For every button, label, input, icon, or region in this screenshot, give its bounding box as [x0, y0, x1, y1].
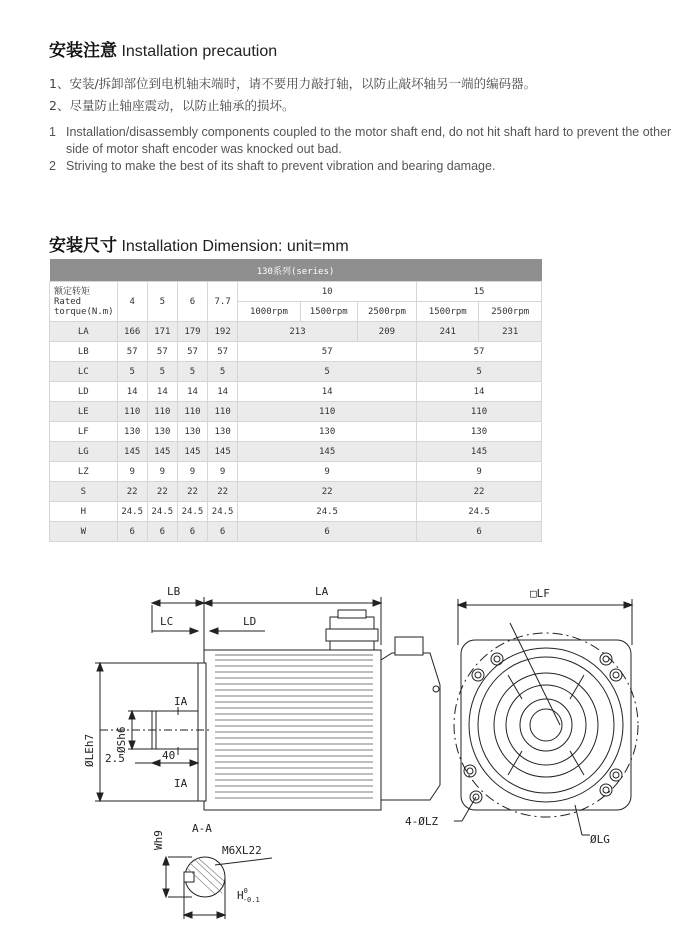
row-label: S	[50, 482, 118, 502]
label-lc: LC	[160, 615, 174, 628]
cell: 6	[147, 522, 177, 542]
cell: 213	[238, 322, 358, 342]
speed-15-1500: 1500rpm	[417, 302, 479, 322]
cell: 145	[177, 442, 207, 462]
table-row	[50, 502, 542, 522]
cell: 6	[117, 522, 147, 542]
label-lb: LB	[167, 585, 181, 598]
precaution-title-en: Installation precaution	[121, 43, 278, 60]
cell: 5	[417, 362, 542, 382]
precaution-cn-item-1: 1、安装/拆卸部位到电机轴末端时，请不要用力敲打轴，以防止敲坏轴另一端的编码器。	[49, 76, 537, 91]
label-2-5: 2.5	[105, 752, 125, 765]
cell: 145	[238, 442, 417, 462]
item-text-line1: Striving to make the best of its shaft to prevent vibration and bearing damage.	[66, 159, 496, 173]
label-aa: A-A	[192, 822, 212, 835]
row-label: LE	[50, 402, 118, 422]
precaution-cn-item-2: 2、尽量防止轴座震动，以防止轴承的损坏。	[49, 98, 295, 113]
cell: 166	[117, 322, 147, 342]
cell: 231	[479, 322, 542, 342]
cell: 9	[117, 462, 147, 482]
dimension-title-en: Installation Dimension: unit=mm	[121, 238, 349, 255]
label-os: ØSh6	[115, 726, 128, 753]
row-label: LC	[50, 362, 118, 382]
dimension-title-cn: 安装尺寸	[49, 236, 117, 256]
cell: 9	[208, 462, 238, 482]
cell: 5	[117, 362, 147, 382]
cell: 110	[417, 402, 542, 422]
speed-10-1000: 1000rpm	[238, 302, 300, 322]
cell: 22	[238, 482, 417, 502]
cell: 130	[238, 422, 417, 442]
label-ld: LD	[243, 615, 257, 628]
cell: 14	[208, 382, 238, 402]
table-row	[50, 482, 542, 502]
torque-label-cell	[50, 282, 118, 322]
torque-5: 5	[147, 282, 177, 322]
cell: 24.5	[238, 502, 417, 522]
cell: 22	[417, 482, 542, 502]
label-40: 40	[162, 749, 176, 762]
cell: 57	[417, 342, 542, 362]
row-label: LF	[50, 422, 118, 442]
cell: 57	[208, 342, 238, 362]
row-label: LD	[50, 382, 118, 402]
table-row	[50, 462, 542, 482]
precaution-en-item-1	[49, 124, 689, 158]
cell: 57	[147, 342, 177, 362]
cell: 57	[238, 342, 417, 362]
label-h	[237, 887, 260, 904]
cell: 9	[417, 462, 542, 482]
series-header-row	[50, 259, 542, 282]
item-number: 2	[49, 159, 56, 173]
row-label: W	[50, 522, 118, 542]
label-wh: Wh9	[152, 830, 165, 850]
cell: 14	[177, 382, 207, 402]
cell: 6	[208, 522, 238, 542]
table-row	[50, 442, 542, 462]
cell: 14	[147, 382, 177, 402]
cell: 22	[117, 482, 147, 502]
cell: 22	[208, 482, 238, 502]
series-label: 130系列(series)	[50, 259, 542, 282]
cell: 24.5	[417, 502, 542, 522]
cell: 5	[238, 362, 417, 382]
motor-drawing	[0, 575, 700, 927]
label-la: LA	[315, 585, 329, 598]
cell: 145	[417, 442, 542, 462]
cell: 24.5	[177, 502, 207, 522]
cell: 241	[417, 322, 479, 342]
row-label: LG	[50, 442, 118, 462]
table-row	[50, 362, 542, 382]
torque-10: 10	[238, 282, 417, 302]
cell: 110	[147, 402, 177, 422]
cell: 171	[147, 322, 177, 342]
cell: 14	[417, 382, 542, 402]
cell: 130	[208, 422, 238, 442]
cell: 9	[238, 462, 417, 482]
label-lg: ØLG	[590, 833, 610, 846]
torque-15: 15	[417, 282, 542, 302]
cell: 145	[147, 442, 177, 462]
cell: 110	[208, 402, 238, 422]
table-row	[50, 342, 542, 362]
cell: 57	[177, 342, 207, 362]
cell: 6	[177, 522, 207, 542]
table-row	[50, 522, 542, 542]
cell: 57	[117, 342, 147, 362]
cell: 14	[117, 382, 147, 402]
cell: 145	[117, 442, 147, 462]
item-number: 1	[49, 125, 56, 139]
cell: 130	[147, 422, 177, 442]
row-label: LA	[50, 322, 118, 342]
precaution-en-item-2	[49, 158, 495, 175]
cell: 130	[117, 422, 147, 442]
cell: 24.5	[147, 502, 177, 522]
table-row	[50, 382, 542, 402]
label-ia-top: IA	[174, 695, 188, 708]
torque-label-en2: torque(N.m)	[54, 306, 114, 317]
label-lz: 4-ØLZ	[405, 815, 439, 828]
label-h-main: H	[237, 889, 244, 902]
torque-label-cn: 额定转矩	[54, 286, 91, 297]
torque-4: 4	[117, 282, 147, 322]
cell: 22	[147, 482, 177, 502]
label-m6: M6XL22	[222, 844, 262, 857]
item-text-line1: Installation/disassembly components coupled to the motor shaft end, do not hit shaft hard to prevent the other	[66, 125, 672, 139]
cell: 9	[177, 462, 207, 482]
cell: 5	[177, 362, 207, 382]
label-h-sup: 0	[243, 887, 248, 895]
cell: 192	[208, 322, 238, 342]
cell: 6	[238, 522, 417, 542]
table-row	[50, 402, 542, 422]
cell: 110	[117, 402, 147, 422]
cell: 5	[147, 362, 177, 382]
cell: 130	[417, 422, 542, 442]
cell: 179	[177, 322, 207, 342]
cell: 5	[208, 362, 238, 382]
precaution-title-cn: 安装注意	[49, 41, 117, 61]
label-ia-bottom: IA	[174, 777, 188, 790]
row-label: LB	[50, 342, 118, 362]
label-lf: □LF	[530, 587, 550, 600]
label-le: ØLEh7	[83, 733, 96, 767]
label-h-sub: -0.1	[242, 896, 260, 904]
table-row	[50, 422, 542, 442]
cell: 110	[238, 402, 417, 422]
cell: 209	[357, 322, 416, 342]
cell: 22	[177, 482, 207, 502]
item-text-line2: side of motor shaft encoder was knocked out bad.	[66, 142, 342, 156]
row-label: LZ	[50, 462, 118, 482]
cell: 145	[208, 442, 238, 462]
table-row-la	[50, 322, 542, 342]
dimension-table	[49, 259, 542, 542]
precaution-title	[49, 36, 277, 61]
dimension-title	[49, 231, 349, 256]
cell: 6	[417, 522, 542, 542]
torque-6: 6	[177, 282, 207, 322]
cell: 130	[177, 422, 207, 442]
cell: 24.5	[117, 502, 147, 522]
cell: 9	[147, 462, 177, 482]
cell: 14	[238, 382, 417, 402]
speed-15-2500: 2500rpm	[479, 302, 542, 322]
row-label: H	[50, 502, 118, 522]
torque-header-row	[50, 282, 542, 302]
cell: 24.5	[208, 502, 238, 522]
cell: 110	[177, 402, 207, 422]
torque-label-en1: Rated	[54, 296, 82, 307]
torque-7-7: 7.7	[208, 282, 238, 322]
speed-10-2500: 2500rpm	[357, 302, 416, 322]
speed-10-1500: 1500rpm	[300, 302, 357, 322]
